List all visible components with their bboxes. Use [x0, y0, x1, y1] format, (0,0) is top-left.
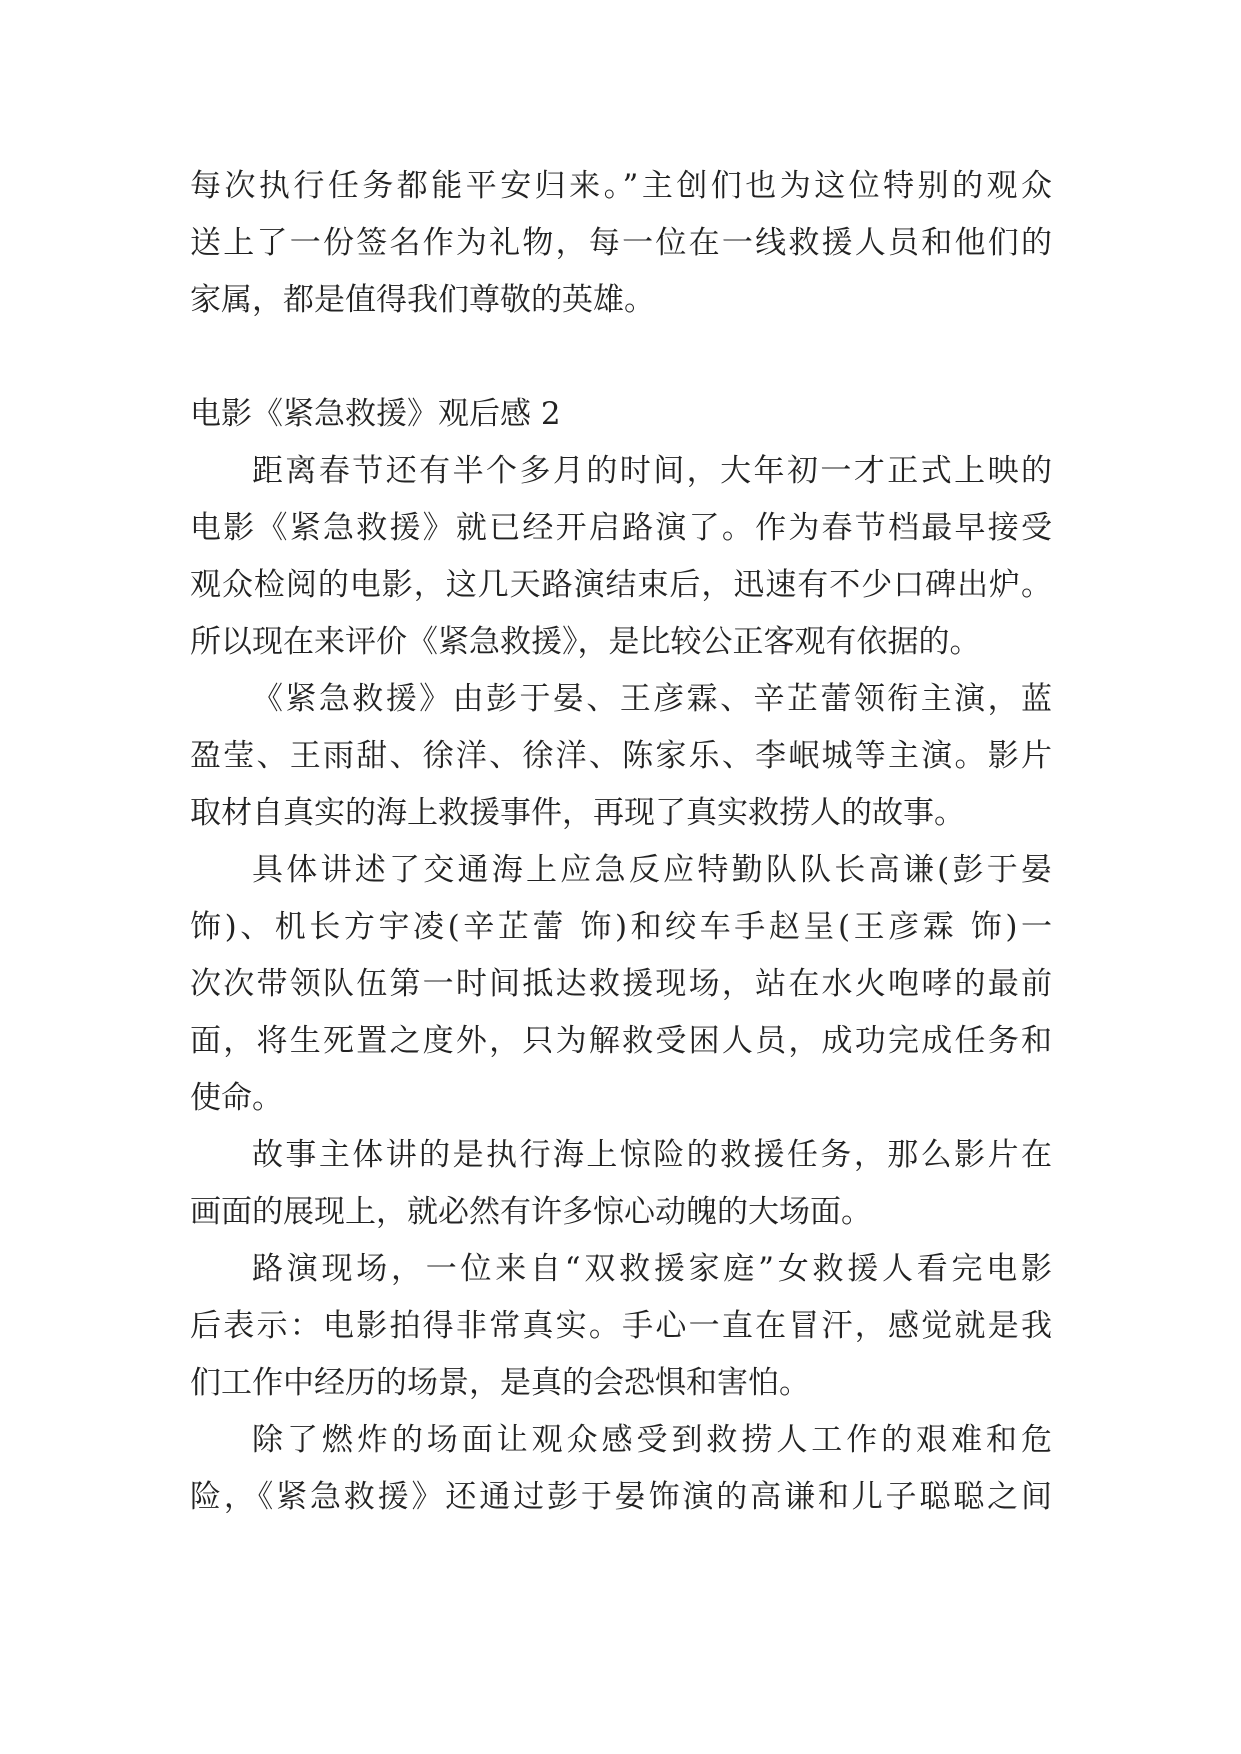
- paragraph-5: [190, 1241, 1052, 1412]
- text-line: 具体讲述了交通海上应急反应特勤队队长高谦(彭于晏: [252, 852, 1052, 888]
- text-line: 盈莹、王雨甜、徐洋、徐洋、陈家乐、李岷城等主演。影片: [190, 738, 1052, 774]
- text-line: 除了燃炸的场面让观众感受到救捞人工作的艰难和危: [252, 1422, 1052, 1458]
- text-line: 险，《紧急救援》还通过彭于晏饰演的高谦和儿子聪聪之间: [190, 1479, 1052, 1515]
- text-line: 使命。: [190, 1080, 283, 1116]
- text-line: 故事主体讲的是执行海上惊险的救援任务，那么影片在: [252, 1137, 1052, 1173]
- paragraph-4: [190, 1127, 1052, 1241]
- text-line: 饰)、机长方宇凌(辛芷蕾 饰)和绞车手赵呈(王彦霖 饰)一: [190, 909, 1052, 945]
- text-line: 距离春节还有半个多月的时间，大年初一才正式上映的: [252, 453, 1052, 489]
- text-line: 们工作中经历的场景，是真的会恐惧和害怕。: [190, 1365, 810, 1401]
- text-line: 画面的展现上，就必然有许多惊心动魄的大场面。: [190, 1194, 872, 1230]
- text-line: 电影《紧急救援》就已经开启路演了。作为春节档最早接受: [190, 510, 1052, 546]
- paragraph-1: [190, 443, 1052, 671]
- text-line: 家属，都是值得我们尊敬的英雄。: [190, 282, 655, 318]
- text-line: 面，将生死置之度外，只为解救受困人员，成功完成任务和: [190, 1023, 1052, 1059]
- section-title: 电影《紧急救援》观后感 2: [190, 396, 561, 432]
- text-line: 路演现场，一位来自“双救援家庭”女救援人看完电影: [252, 1251, 1052, 1287]
- text-line: 《紧急救援》由彭于晏、王彦霖、辛芷蕾领衔主演，蓝: [252, 681, 1052, 717]
- paragraph-gap: [190, 329, 1052, 386]
- paragraph-2: [190, 671, 1052, 842]
- paragraph-6: [190, 1412, 1052, 1526]
- text-line: 观众检阅的电影，这几天路演结束后，迅速有不少口碑出炉。: [190, 567, 1052, 603]
- text-line: 次次带领队伍第一时间抵达救援现场，站在水火咆哮的最前: [190, 966, 1052, 1002]
- text-line: 取材自真实的海上救援事件，再现了真实救捞人的故事。: [190, 795, 965, 831]
- paragraph-3: [190, 842, 1052, 1127]
- text-line: 送上了一份签名作为礼物，每一位在一线救援人员和他们的: [190, 225, 1052, 261]
- text-line: 所以现在来评价《紧急救援》，是比较公正客观有依据的。: [190, 624, 981, 660]
- text-line: 每次执行任务都能平安归来。”主创们也为这位特别的观众: [190, 168, 1052, 204]
- document-body: [190, 158, 1052, 1526]
- text-line: 后表示：电影拍得非常真实。手心一直在冒汗，感觉就是我: [190, 1308, 1052, 1344]
